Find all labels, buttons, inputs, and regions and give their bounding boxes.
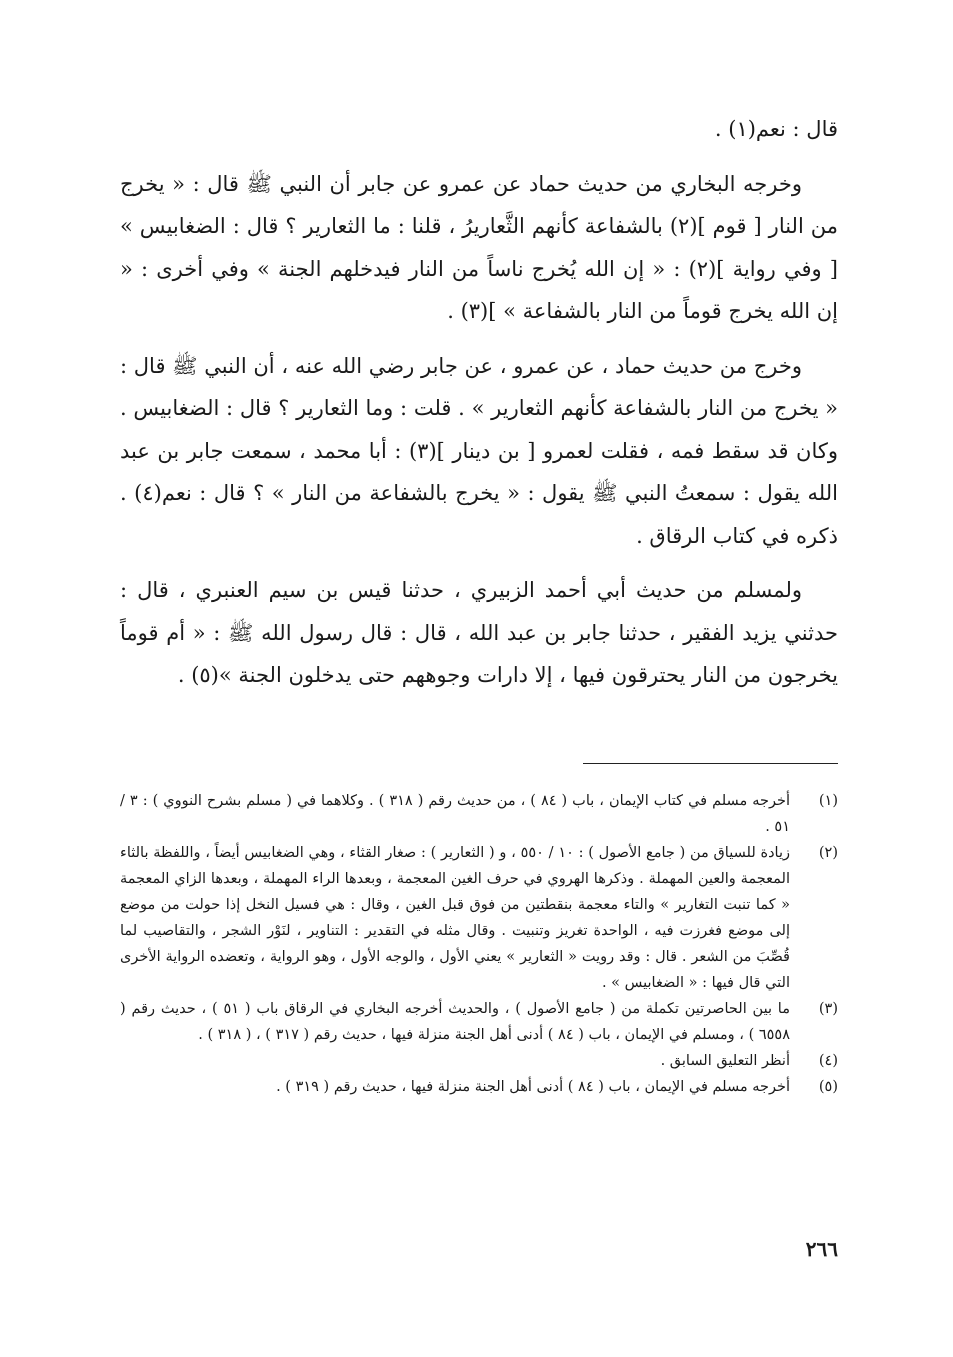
footnote-text: أخرجه مسلم في الإيمان ، باب ( ٨٤ ) أدنى أهل الجنة منزلة فيها ، حديث رقم ( ٣١٩ ) . (276, 1079, 790, 1095)
footnote-text: أنظر التعليق السابق . (660, 1053, 790, 1069)
paragraph-3: وخرج من حديث حماد ، عن عمرو ، عن جابر رضي الله عنه ، أن النبي ﷺ قال : « يخرج من النار بالشفاعة كأنهم الثعارير » . قلت : وما الثعارير ؟ قال : الضغابيس . وكان قد سقط فمه ، فقلت لعمرو [ بن دينار ](٣) : أبا محمد ، سمعت جابر بن عبد الله يقول : سمعتُ النبي ﷺ يقول : « يخرج بالشفاعة من النار » ؟ قال : نعم(٤) . ذكره في كتاب الرقاق . (120, 353, 838, 548)
footnote-divider (583, 763, 838, 764)
footnote-number: (٤) (818, 1053, 838, 1069)
paragraph-2: وخرجه البخاري من حديث حماد عن عمرو عن جابر أن النبي ﷺ قال : « يخرج من النار [ قوم ](٢) بالشفاعة كأنهم الثَّعاريرُ ، قلنا : ما الثعارير ؟ قال : الضغابيس » [ وفي رواية ](٢) : « إن الله يُخرج ناساً من النار فيدخلهم الجنة » وفي أخرى : « إن الله يخرج قوماً من النار بالشفاعة » ](٣) . (120, 171, 838, 323)
footnote-number: (٥) (818, 1079, 838, 1095)
footnote-5 (120, 1074, 838, 1100)
footnote-text: زيادة للسياق من ( جامع الأصول ) : ١٠ / ٥٥٠ ، و ( الثعارير ) : صغار القثاء ، وهي الضغابيس أيضاً ، واللفظة بالثاء المعجمة والعين المهملة . وذكرها الهروي في حرف الغين المعجمة ، وبعدها الراء المهملة ، وبعدها الزاي المعجمة « كما تنبت التغارير » والتاء معجمة بنقطتين من فوق قبل الغين ، وقال : هي فسيل النخل إذا حولت من موضع إلى موضع فغرزت فيه ، الواحدة تغريز وتنبيت . وقال مثله في التقدير : التناوير ، لنَوْر الشجر ، والتقاصيب لما قُصِّبَ من الشعر . قال : وقد رويت « الثعارير » يعني الأول ، والوجه الأول ، وهو الرواية ، وتعضده الرواية الأخرى التي قال فيها : « الضغابيس » . (120, 845, 791, 991)
footnote-text: ما بين الحاصرتين تكملة من ( جامع الأصول ) ، والحديث أخرجه البخاري في الرقاق باب ( ٥١ ) ، حديث رقم ( ٦٥٥٨ ) ، ومسلم في الإيمان ، باب ( ٨٤ ) أدنى أهل الجنة منزلة فيها ، حديث رقم ( ٣١٧ ) ، ( ٣١٨ ) . (120, 1001, 790, 1043)
footnote-4 (120, 1048, 838, 1074)
main-text (120, 108, 838, 697)
footnote-3 (120, 996, 838, 1048)
page-number: ٢٦٦ (805, 1237, 838, 1261)
footnote-1 (120, 788, 838, 840)
paragraph-4: ولمسلم من حديث أبي أحمد الزبيري ، حدثنا قيس بن سيم العنبري ، قال : حدثني يزيد الفقير ، حدثنا جابر بن عبد الله ، قال : قال رسول الله ﷺ : « أم قوماً يخرجون من النار يحترقون فيها ، إلا دارات وجوههم حتى يدخلون الجنة »(٥) . (120, 578, 838, 687)
footnote-number: (٣) (818, 1001, 838, 1017)
footnotes (120, 788, 838, 1100)
footnote-text: أخرجه مسلم في كتاب الإيمان ، باب ( ٨٤ ) ، من حديث رقم ( ٣١٨ ) . وكلاهما في ( مسلم بشرح النووي ) : ٣ / ٥١ . (120, 793, 790, 835)
footnote-number: (٢) (818, 845, 838, 861)
footnote-2 (120, 840, 838, 996)
paragraph-1: قال : نعم(١) . (714, 117, 838, 141)
footnote-number: (١) (818, 793, 838, 809)
